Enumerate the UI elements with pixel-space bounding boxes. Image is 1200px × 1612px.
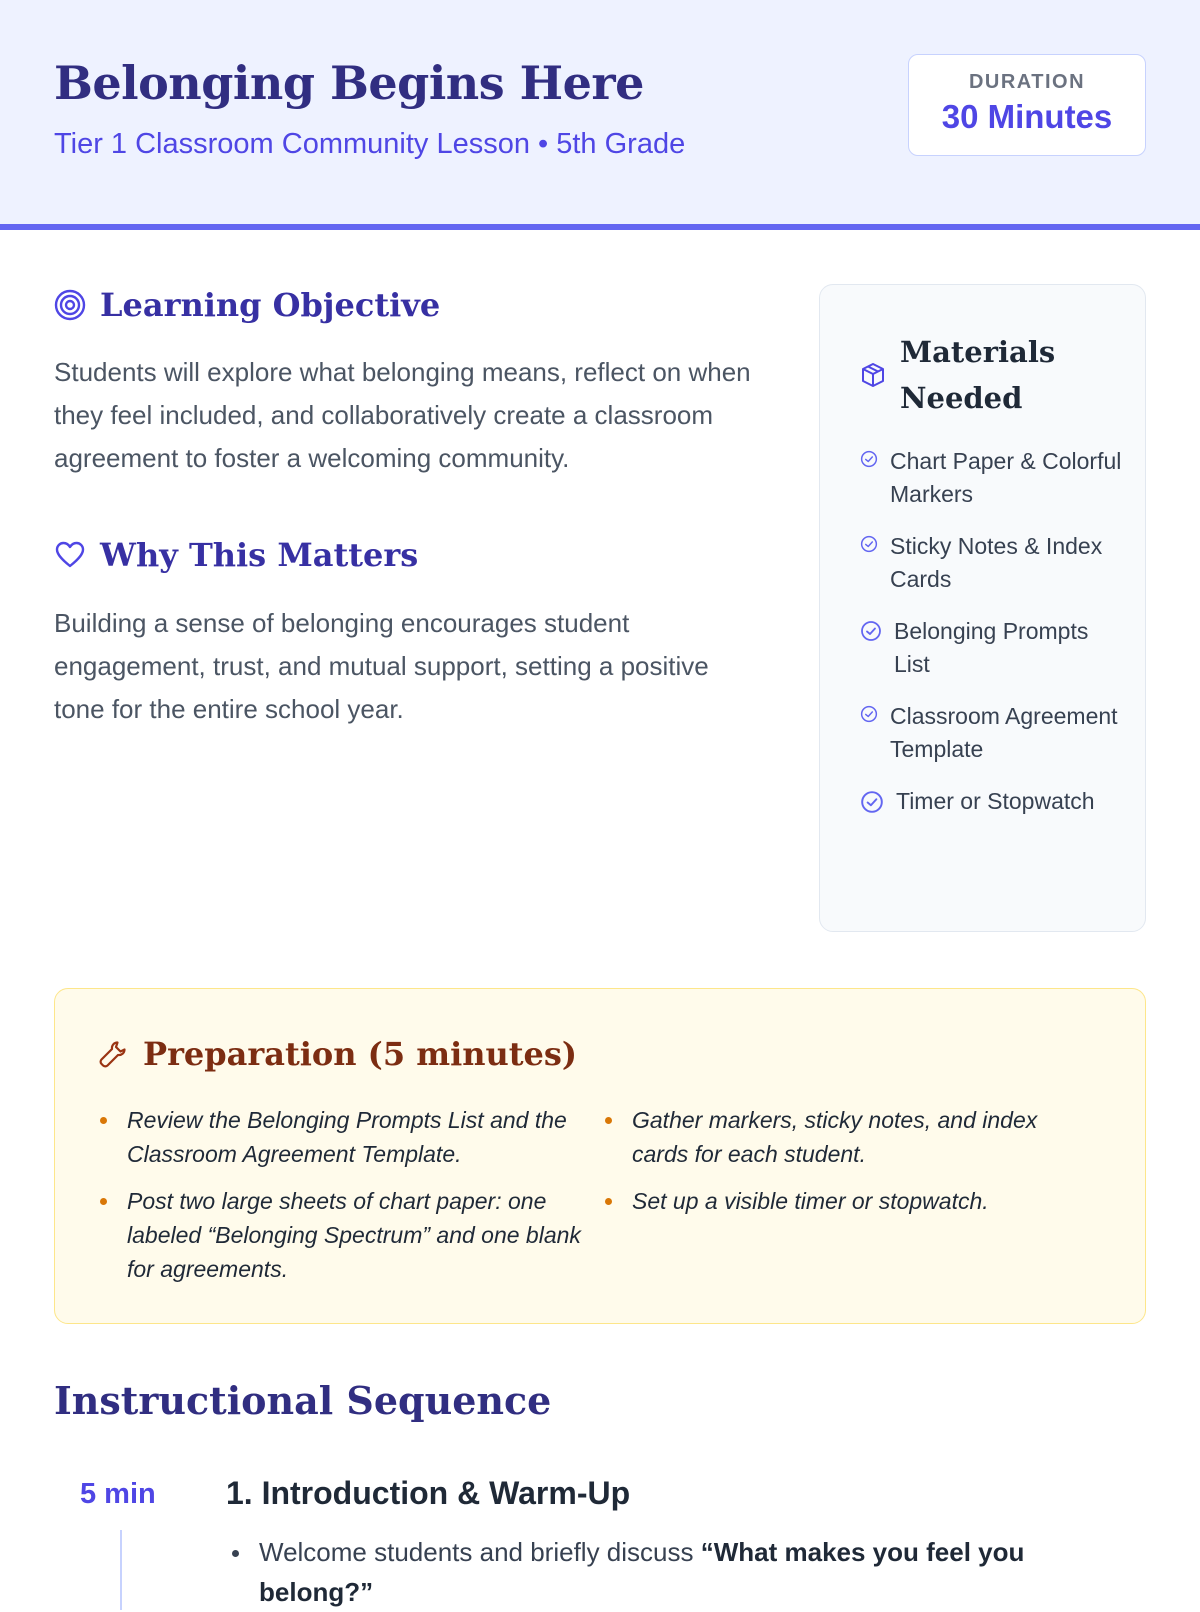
list-item <box>97 1184 602 1286</box>
timeline-line <box>120 1530 122 1610</box>
preparation-list-right <box>602 1103 1107 1299</box>
material-label: Belonging Prompts List <box>894 618 1089 677</box>
list-item <box>860 615 1130 681</box>
materials-card <box>819 284 1146 932</box>
material-label: Timer or Stopwatch <box>896 788 1095 814</box>
list-item <box>602 1184 1107 1218</box>
list-item <box>860 530 1130 596</box>
preparation-heading <box>97 1035 577 1073</box>
prep-item-text: Gather markers, sticky notes, and index cards for each student. <box>632 1107 1038 1167</box>
check-circle-icon <box>860 450 878 468</box>
list-item <box>860 785 1130 818</box>
page-title: Belonging Begins Here <box>54 56 644 110</box>
box-icon <box>860 362 886 388</box>
target-icon <box>54 289 86 321</box>
step-bullet-question: “What makes you feel you belong?” <box>259 1537 1025 1607</box>
wrench-icon <box>97 1038 129 1070</box>
material-label: Sticky Notes & Index Cards <box>890 533 1103 592</box>
materials-list <box>860 445 1130 837</box>
prep-item-text: Set up a visible timer or stopwatch. <box>632 1188 989 1214</box>
step-title: 1. Introduction & Warm-Up <box>226 1475 631 1511</box>
duration-value: 30 Minutes <box>941 98 1113 135</box>
check-circle-icon <box>860 705 878 723</box>
preparation-heading-text: Preparation (5 minutes) <box>143 1035 578 1073</box>
step-bullet-text: Welcome students and briefly discuss <box>259 1537 701 1567</box>
preparation-list-left <box>97 1103 602 1299</box>
check-circle-icon <box>860 790 884 814</box>
step-time: 5 min <box>80 1478 156 1510</box>
list-item <box>602 1103 1107 1171</box>
materials-heading-text: Materials Needed <box>900 335 1056 415</box>
page-subtitle: Tier 1 Classroom Community Lesson • 5th Grade <box>54 128 686 160</box>
heart-icon <box>54 539 86 571</box>
list-item <box>232 1532 1112 1612</box>
check-circle-icon <box>860 620 882 642</box>
objective-heading-text: Learning Objective <box>100 286 441 324</box>
list-item <box>860 445 1130 511</box>
list-item <box>860 700 1130 766</box>
lesson-header <box>0 0 1200 230</box>
material-label: Classroom Agreement Template <box>890 703 1118 762</box>
prep-item-text: Review the Belonging Prompts List and the Classroom Agreement Template. <box>127 1107 567 1167</box>
why-text: Building a sense of belonging encourages student engagement, trust, and mutual support, setting a positive tone for the entire school year. <box>54 608 709 724</box>
material-label: Chart Paper & Colorful Markers <box>890 448 1122 507</box>
sequence-heading: Instructional Sequence <box>54 1378 552 1423</box>
objective-text: Students will explore what belonging means, reflect on when they feel included, and collaboratively create a classroom agreement to foster a welcoming community. <box>54 357 751 473</box>
prep-item-text: Post two large sheets of chart paper: one labeled “Belonging Spectrum” and one blank for agreements. <box>127 1188 581 1282</box>
objective-heading <box>54 286 440 324</box>
list-item <box>97 1103 602 1171</box>
check-circle-icon <box>860 535 878 553</box>
why-heading-text: Why This Matters <box>100 536 419 574</box>
step-bullets <box>232 1532 1112 1612</box>
why-heading <box>54 536 418 574</box>
duration-card <box>908 54 1146 156</box>
duration-label: DURATION <box>968 71 1086 93</box>
materials-heading <box>860 329 1060 421</box>
preparation-card <box>54 988 1146 1324</box>
